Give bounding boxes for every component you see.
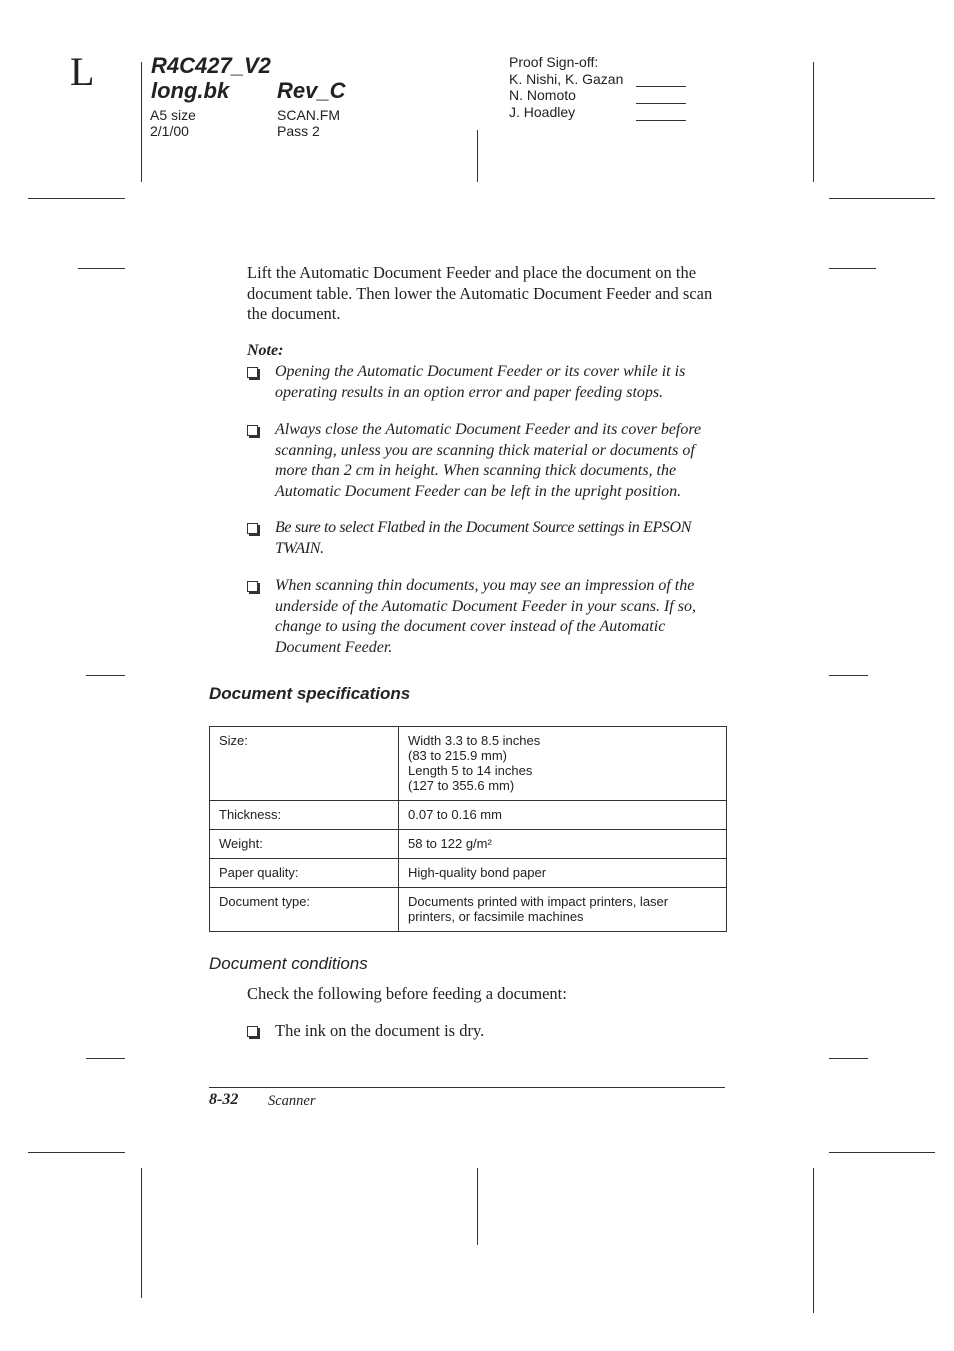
revision: Rev_C [277,78,346,103]
checkbox-bullet-icon [247,523,258,534]
specs-table [209,726,727,932]
signer-3: J. Hoadley [509,104,576,120]
spec-value-line: printers, or facsimile machines [408,909,584,924]
spec-value-line: 58 to 122 g/m² [408,836,492,851]
book-name: long.bk [151,78,230,103]
note-label: Note: [247,342,284,359]
spec-label: Paper quality: [210,859,399,888]
note-item [247,576,727,658]
spec-label: Thickness: [210,801,399,830]
spec-value-line: (83 to 215.9 mm) [408,748,507,763]
signature-line-2 [636,91,686,109]
spec-label: Size: [210,727,399,801]
condition-item [247,1021,727,1042]
note-item-text: Be sure to select Flatbed in the Document Source settings in EPSON TWAIN. [275,519,692,557]
table-row [210,801,727,830]
specs-heading: Document specifications [209,684,411,703]
spec-value [399,727,727,801]
condition-item-text: The ink on the document is dry. [275,1021,485,1040]
spec-value-line: Documents printed with impact printers, laser [408,894,669,909]
checkbox-bullet-icon [247,581,258,592]
spec-value-line: Length 5 to 14 inches [408,763,533,778]
signer-2: N. Nomoto [509,87,576,103]
intro-paragraph: Lift the Automatic Document Feeder and place the document on the document table. Then lower the Automatic Document Feeder and scan the document. [247,263,713,323]
spec-value-line: High-quality bond paper [408,865,547,880]
doc-date: 2/1/00 [150,123,189,139]
checkbox-bullet-icon [247,1026,258,1037]
spec-label: Document type: [210,888,399,932]
proof-signoff-title: Proof Sign-off: [509,54,599,70]
spec-value [399,859,727,888]
table-row [210,888,727,932]
footer-rule [209,1087,725,1088]
file-name: SCAN.FM [277,107,340,123]
spec-value [399,888,727,932]
conditions-intro: Check the following before feeding a document: [247,984,567,1003]
page-size: A5 size [150,107,196,123]
spec-value-line: Width 3.3 to 8.5 inches [408,733,541,748]
table-row [210,830,727,859]
note-item-text: Always close the Automatic Document Feeder and its cover before scanning, unless you are scanning thick material or documents of more than 2 cm in height. When scanning thick documents, the Automatic Document Feeder can be left in the upright position. [275,421,702,500]
note-item [247,420,727,502]
note-item-text: Opening the Automatic Document Feeder or its cover while it is operating results in an option error and paper feeding stops. [275,363,686,401]
spec-value [399,801,727,830]
table-row [210,859,727,888]
section-name: Scanner [268,1093,316,1109]
spec-value-line: 0.07 to 0.16 mm [408,807,502,822]
table-row [210,727,727,801]
signature-line-3 [636,108,686,126]
checkbox-bullet-icon [247,367,258,378]
spec-value [399,830,727,859]
page-number: 8-32 [209,1091,239,1108]
pass-label: Pass 2 [277,123,320,139]
note-item [247,362,727,403]
checkbox-bullet-icon [247,425,258,436]
spec-label: Weight: [210,830,399,859]
signer-1: K. Nishi, K. Gazan [509,71,624,87]
signature-line-1 [636,74,686,92]
note-item [247,518,727,559]
conditions-heading: Document conditions [209,954,368,973]
doc-id: R4C427_V2 [151,53,271,78]
note-item-text: When scanning thin documents, you may see an impression of the underside of the Automatic Document Feeder in your scans. If so, change to using the document cover instead of the Automatic Document Feeder. [275,577,696,656]
spec-value-line: (127 to 355.6 mm) [408,778,515,793]
page-side-mark: L [70,49,95,94]
